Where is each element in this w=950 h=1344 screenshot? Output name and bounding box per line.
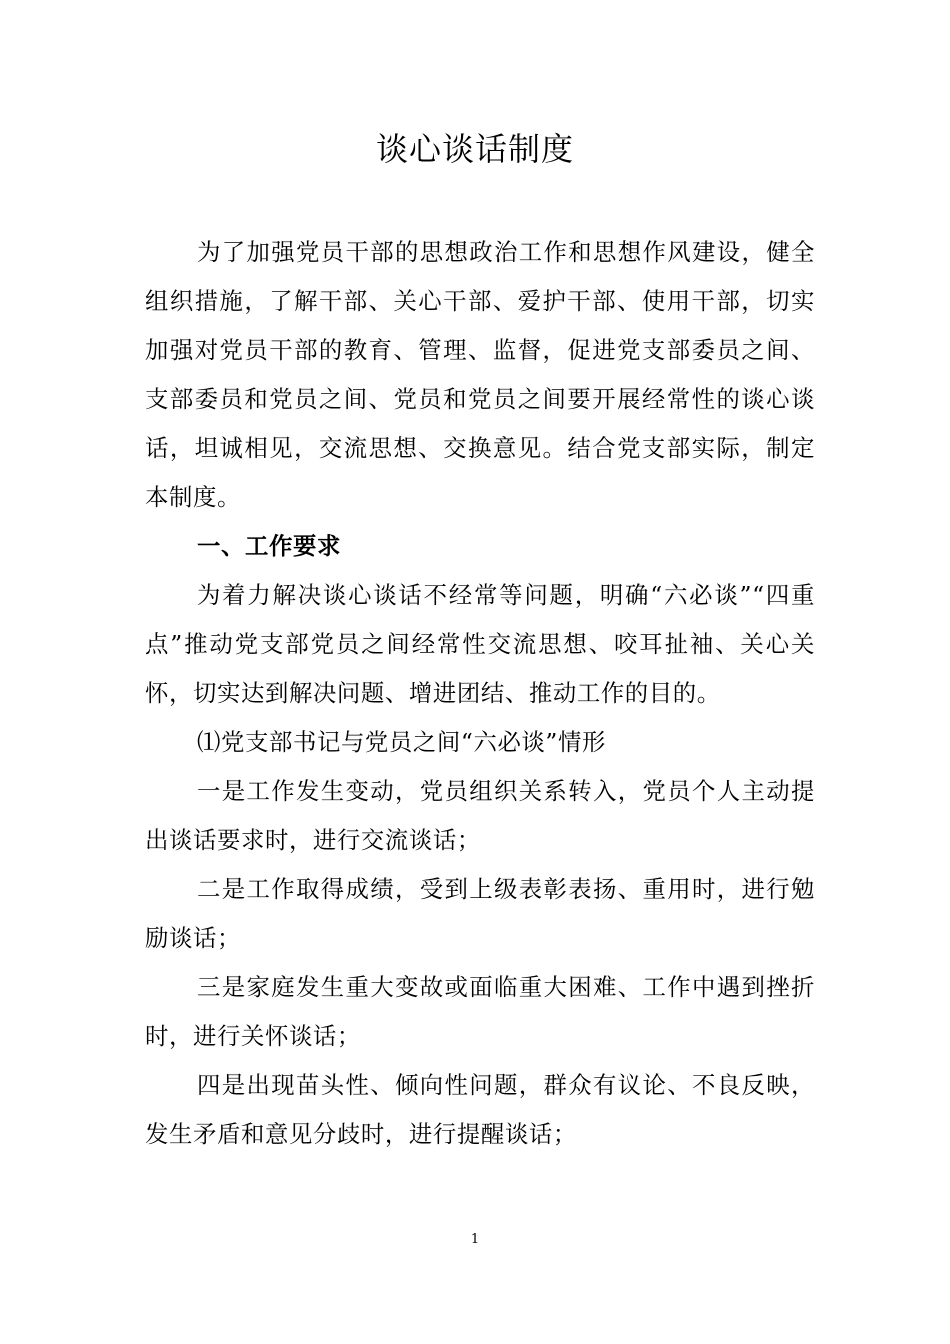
work-requirements-paragraph: 为着力解决谈心谈话不经常等问题，明确“六必谈”“四重点”推动党支部党员之间经常性交流思想、咬耳扯袖、关心关怀，切实达到解决问题、增进团结、推动工作的目的。 [145,581,815,707]
document-title: 谈心谈话制度 [375,130,574,168]
section-heading-work-requirements: 一、工作要求 [197,532,341,560]
list-item-1: 一是工作发生变动，党员组织关系转入，党员个人主动提出谈话要求时，进行交流谈话； [145,777,815,854]
subsection-heading-six-talks: ⑴党支部书记与党员之间“六必谈”情形 [197,728,606,756]
list-item-3: 三是家庭发生重大变故或面临重大困难、工作中遇到挫折时，进行关怀谈话； [145,973,815,1050]
document-body [145,228,815,1159]
page-number: 1 [470,1232,480,1247]
list-item-4: 四是出现苗头性、倾向性问题，群众有议论、不良反映，发生矛盾和意见分歧时，进行提醒谈话； [145,1071,815,1148]
intro-paragraph: 为了加强党员干部的思想政治工作和思想作风建设，健全组织措施，了解干部、关心干部、爱护干部、使用干部，切实加强对党员干部的教育、管理、监督，促进党支部委员之间、支部委员和党员之间、党员和党员之间要开展经常性的谈心谈话，坦诚相见，交流思想、交换意见。结合党支部实际，制定本制度。 [145,238,815,511]
list-item-2: 二是工作取得成绩，受到上级表彰表扬、重用时，进行勉励谈话； [145,875,815,952]
